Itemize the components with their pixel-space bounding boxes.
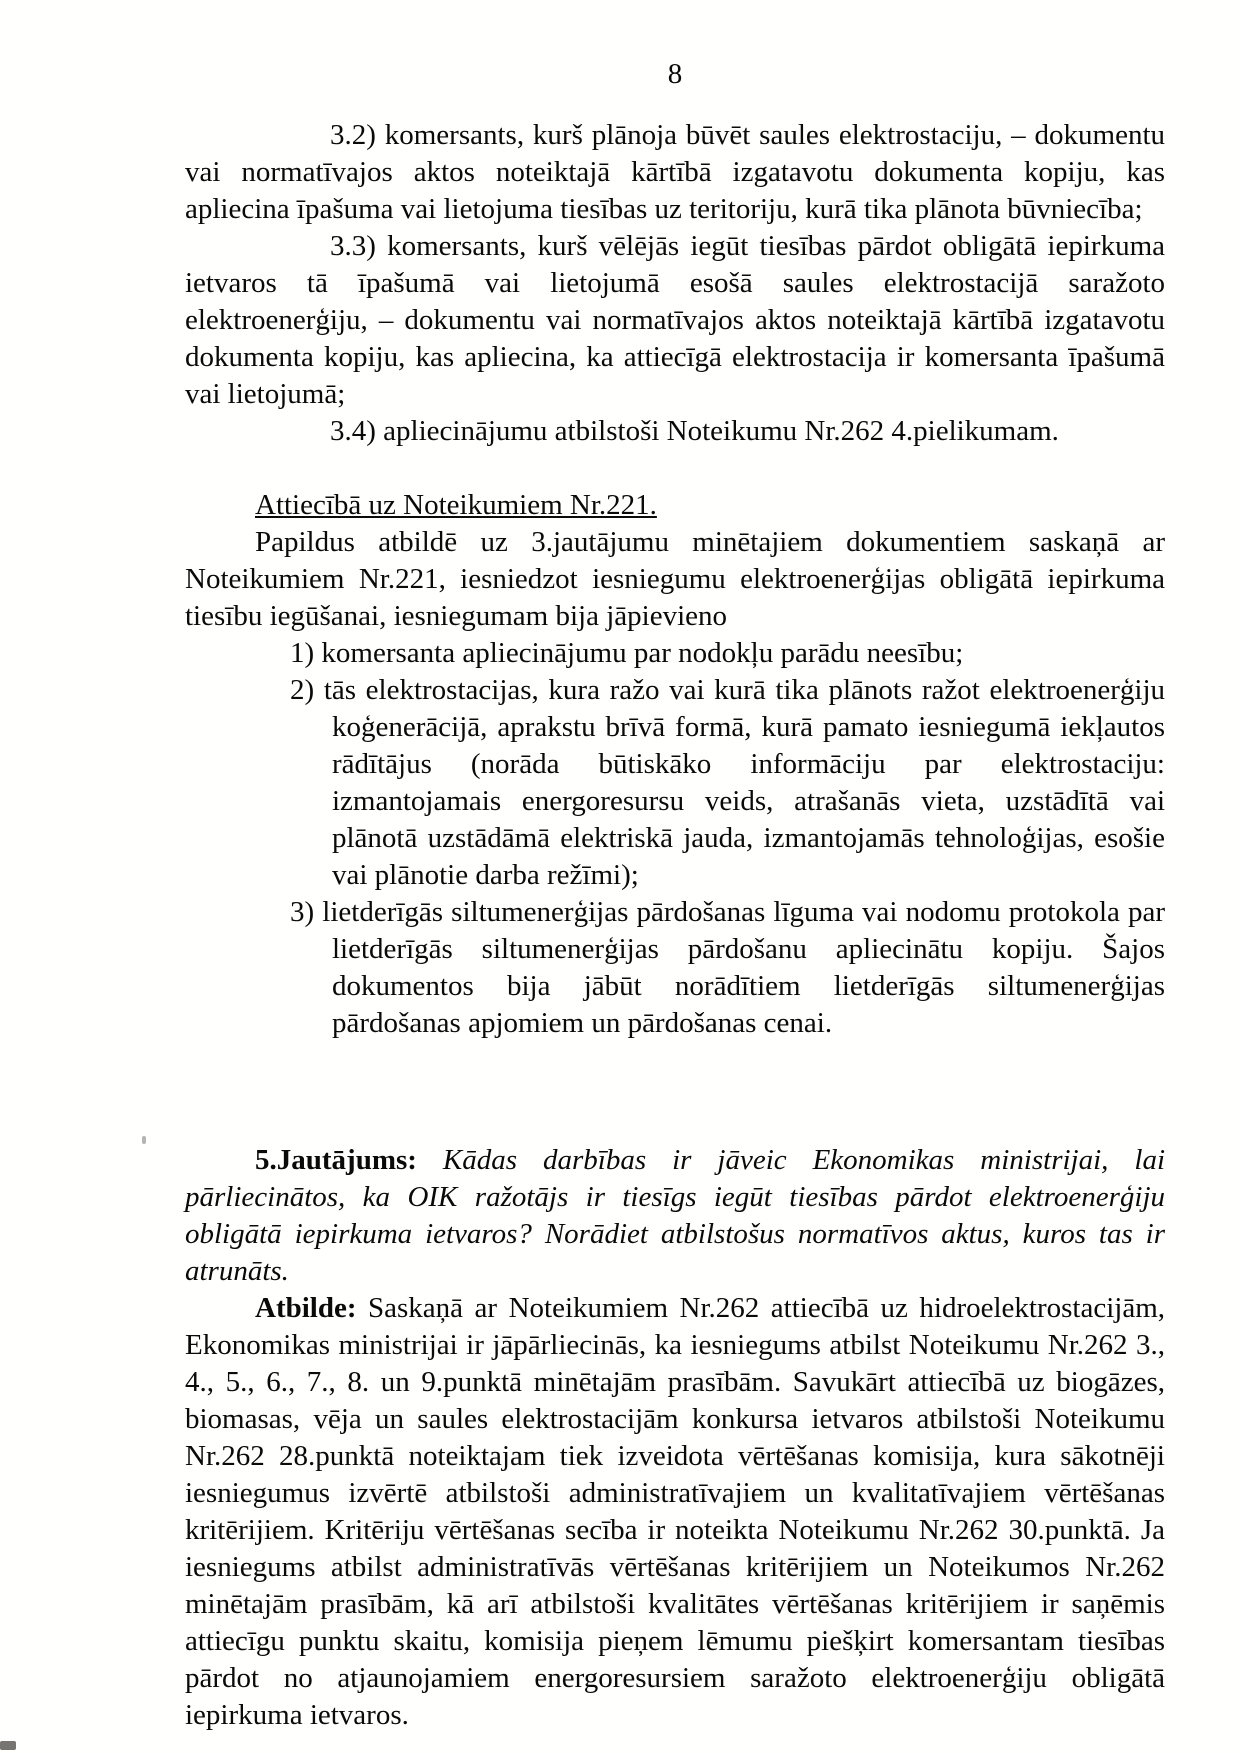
paragraph-3-4: 3.4) apliecinājumu atbilstoši Noteikumu Nr.262 4.pielikumam. [330, 415, 1059, 447]
list-item-1 [290, 635, 1165, 672]
list-item-2 [290, 672, 1165, 894]
page-number: 8 [667, 58, 683, 90]
paragraph-3-2: 3.2) komersants, kurš plānoja būvēt saules elektrostaciju, – dokumentu vai normatīvajos aktos noteiktajā kārtībā izgatavotu dokumenta kopiju, kas apliecina īpašuma vai lietojuma tiesības uz teritoriju, kurā tika plānota būvniecība; [185, 119, 1165, 225]
paragraph-3-3: 3.3) komersants, kurš vēlējās iegūt tiesības pārdot obligātā iepirkuma ietvaros tā īpašumā vai lietojumā esošā saules elektrostacijā saražoto elektroenerģiju, – dokumentu vai normatīvajos aktos noteiktajā kārtībā izgatavotu dokumenta kopiju, kas apliecina, ka attiecīgā elektrostacija ir komersanta īpašumā vai lietojumā; [185, 230, 1165, 410]
answer-text: Saskaņā ar Noteikumiem Nr.262 attiecībā uz hidroelektrostacijām, Ekonomikas ministrijai ir jāpārliecinās, ka iesniegums atbilst Noteikumu Nr.262 3., 4., 5., 6., 7., 8. un 9.punktā minētajām prasībām. Savukārt attiecībā uz biogāzes, biomasas, vēja un saules elektrostacijām konkursa ietvaros atbilstoši Noteikumu Nr.262 28.punktā noteiktajam tiek izveidota vērtēšanas komisija, kura sākotnēji iesniegumus izvērtē atbilstoši administratīvajiem un kvalitatīvajiem vērtēšanas kritērijiem. Kritēriju vērtēšanas secība ir noteikta Noteikumu Nr.262 30.punktā. Ja iesniegums atbilst administratīvās vērtēšanas kritērijiem un Noteikumos Nr.262 minētajām prasībām, kā arī atbilstoši kvalitātes vērtēšanas kritērijiem ir saņēmis attiecīgu punktu skaitu, komisija pieņem lēmumu piešķirt komersantam tiesības pārdot no atjaunojamiem energoresursiem saražoto elektroenerģiju obligātā iepirkuma ietvaros. [185, 1292, 1166, 1731]
list-item-3-number: 3) [290, 896, 315, 928]
list-item-2-text: tās elektrostacijas, kura ražo vai kurā tika plānots ražot elektroenerģiju koģenerācijā, aprakstu brīvā formā, kurā pamato iesniegumā iekļautos rādītājus (norāda būtiskāko informāciju par elektrostaciju: izmantojamais energoresursu veids, atrašanās vieta, uzstādītā vai plānotā uzstādāmā elektriskā jauda, izmantojamās tehnoloģijas, esošie vai plānotie darba režīmi); [323, 674, 1166, 891]
section-heading-noteikumi-221 [185, 487, 1165, 524]
answer-label: Atbilde: [255, 1292, 357, 1324]
question-5-label: 5.Jautājums: [255, 1144, 417, 1176]
list-item-3 [290, 894, 1165, 1042]
paragraph-papildus: Papildus atbildē uz 3.jautājumu minētajiem dokumentiem saskaņā ar Noteikumiem Nr.221, iesniedzot iesniegumu elektroenerģijas obligātā iepirkuma tiesību iegūšanai, iesniegumam bija jāpievieno [185, 526, 1165, 632]
section-heading-text: Attiecībā uz Noteikumiem Nr.221. [255, 489, 657, 521]
scan-speck-artifact [142, 1136, 146, 1144]
list-item-2-number: 2) [290, 674, 315, 706]
paragraph-answer [185, 1290, 1165, 1734]
list-item-1-number: 1) [290, 637, 315, 669]
list-item-1-text: komersanta apliecinājumu par nodokļu parādu neesību; [321, 637, 964, 669]
scan-edge-artifact [0, 1741, 16, 1750]
question-5-text: Kādas darbības ir jāveic Ekonomikas ministrijai, lai pārliecinātos, ka OIK ražotājs ir tiesīgs iegūt tiesības pārdot elektroenerģiju obligātā iepirkuma ietvaros? Norādiet atbilstošus normatīvos aktus, kuros tas ir atrunāts. [185, 1144, 1165, 1287]
list-item-3-text: lietderīgās siltumenerģijas pārdošanas līguma vai nodomu protokola par lietderīgās siltumenerģijas pārdošanu apliecinātu kopiju. Šajos dokumentos bija jābūt norādītiem lietderīgās siltumenerģijas pārdošanas apjomiem un pārdošanas cenai. [322, 896, 1165, 1039]
paragraph-question-5 [185, 1142, 1165, 1290]
